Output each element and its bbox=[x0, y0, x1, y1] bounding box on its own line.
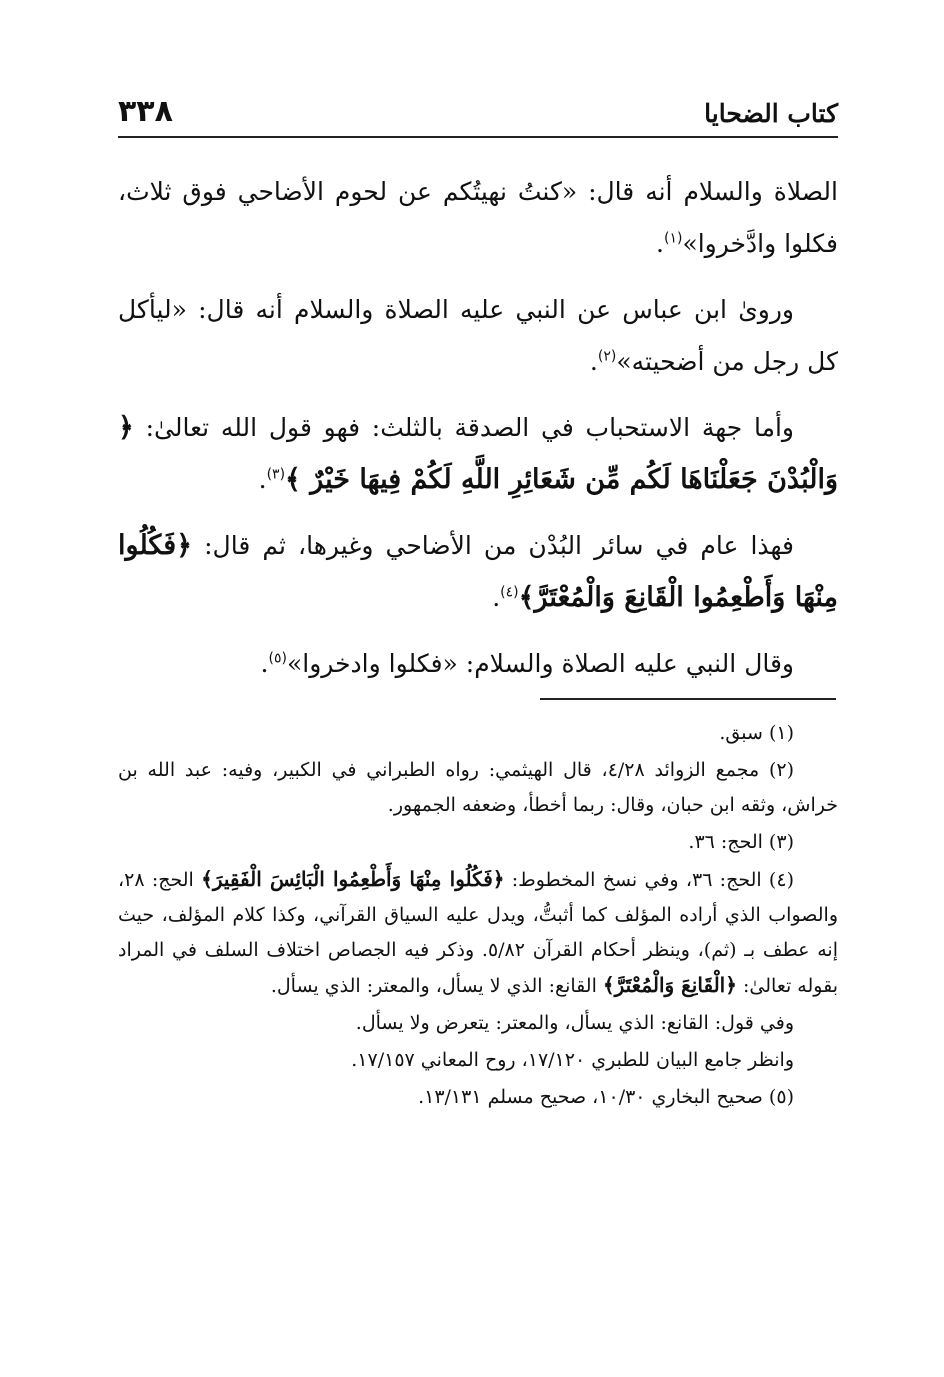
footnote-ref-1[interactable]: (١) bbox=[663, 230, 683, 247]
footnote-4-references: وانظر جامع البيان للطبري ١٧/١٢٠، روح المعاني ١٧/١٥٧. bbox=[351, 1049, 794, 1071]
paragraph-3-text: وأما جهة الاستحباب في الصدقة بالثلث: فهو قول الله تعالىٰ: bbox=[145, 413, 795, 442]
footnote-4-intro: (٤) الحج: ٣٦، وفي نسخ المخطوط: bbox=[511, 869, 794, 891]
footnotes bbox=[118, 716, 838, 1117]
footnote-5: (٥) صحيح البخاري ١٠/٣٠، صحيح مسلم ١٣/١٣١. bbox=[418, 1086, 794, 1108]
footnote-4-body: الحج: ٢٨، والصواب الذي أراده المؤلف كما أثبتُّ، ويدل عليه السياق القرآني، وكذا كلام المؤلف، حيث إنه عطف بـ (ثم)، وينظر أحكام القرآن ٥/٨٢. وذكر فيه الجصاص اختلاف السلف في المراد بقوله تعالىٰ: bbox=[118, 869, 838, 997]
main-text bbox=[118, 166, 838, 704]
footnote-1: (١) سبق. bbox=[719, 722, 794, 744]
footnote-4-definition: القانع: الذي لا يسأل، والمعتر: الذي يسأل. bbox=[270, 975, 597, 997]
page-number: ٣٣٨ bbox=[118, 94, 173, 129]
paragraph-3-end: . bbox=[258, 465, 267, 494]
footnote-ref-3[interactable]: (٣) bbox=[266, 466, 286, 483]
footnote-4-quran-1: ﴿فَكُلُوا مِنْهَا وَأَطْعِمُوا الْبَائِسَ الْفَقِيرَ﴾ bbox=[201, 867, 505, 891]
paragraph-3 bbox=[118, 402, 838, 506]
paragraph-5-text: وقال النبي عليه الصلاة والسلام: «فكلوا وادخروا» bbox=[286, 649, 794, 678]
footnote-3: (٣) الحج: ٣٦. bbox=[688, 831, 794, 853]
paragraph-5-end: . bbox=[260, 649, 269, 678]
paragraph-4-end: . bbox=[492, 583, 501, 612]
footnote-4-quran-2: ﴿الْقَانِعَ وَالْمُعْتَرَّ﴾ bbox=[602, 973, 737, 997]
page-header bbox=[118, 92, 838, 138]
paragraph-2 bbox=[118, 284, 838, 388]
footnote-4-alt-view: وفي قول: القانع: الذي يسأل، والمعتر: يتعرض ولا يسأل. bbox=[355, 1012, 794, 1034]
paragraph-1-text: الصلاة والسلام أنه قال: «كنتُ نهيتُكم عن لحوم الأضاحي فوق ثلاث، فكلوا وادَّخروا» bbox=[118, 177, 838, 258]
quran-verse-1: ﴿ وَالْبُدْنَ جَعَلْنَاهَا لَكُم مِّن شَعَائِرِ اللَّهِ لَكُمْ فِيهَا خَيْرٌ ﴾ bbox=[118, 412, 838, 495]
footnote-separator bbox=[540, 698, 836, 700]
paragraph-1-end: . bbox=[656, 229, 664, 258]
paragraph-1 bbox=[118, 166, 838, 270]
paragraph-4 bbox=[118, 520, 838, 624]
quran-verse-2: ﴿فَكُلُوا مِنْهَا وَأَطْعِمُوا الْقَانِعَ وَالْمُعْتَرَّ﴾ bbox=[118, 530, 838, 613]
paragraph-2-end: . bbox=[589, 347, 598, 376]
running-title: كتاب الضحايا bbox=[704, 99, 838, 128]
footnote-ref-4[interactable]: (٤) bbox=[500, 584, 519, 601]
footnote-4 bbox=[118, 862, 838, 1004]
footnote-ref-5[interactable]: (٥) bbox=[268, 650, 287, 667]
footnote-2: (٢) مجمع الزوائد ٤/٢٨، قال الهيثمي: رواه الطبراني في الكبير، وفيه: عبد الله بن خراش، وثقه ابن حبان، وقال: ربما أخطأ، وضعفه الجمهور. bbox=[118, 759, 838, 816]
footnote-ref-2[interactable]: (٢) bbox=[597, 348, 617, 365]
paragraph-5 bbox=[118, 638, 838, 690]
paragraph-2-text: وروىٰ ابن عباس عن النبي عليه الصلاة والسلام أنه قال: «ليأكل كل رجل من أضحيته» bbox=[118, 295, 838, 376]
paragraph-4-text: فهذا عام في سائر البُدْن من الأضاحي وغيرها، ثم قال: bbox=[204, 531, 794, 560]
